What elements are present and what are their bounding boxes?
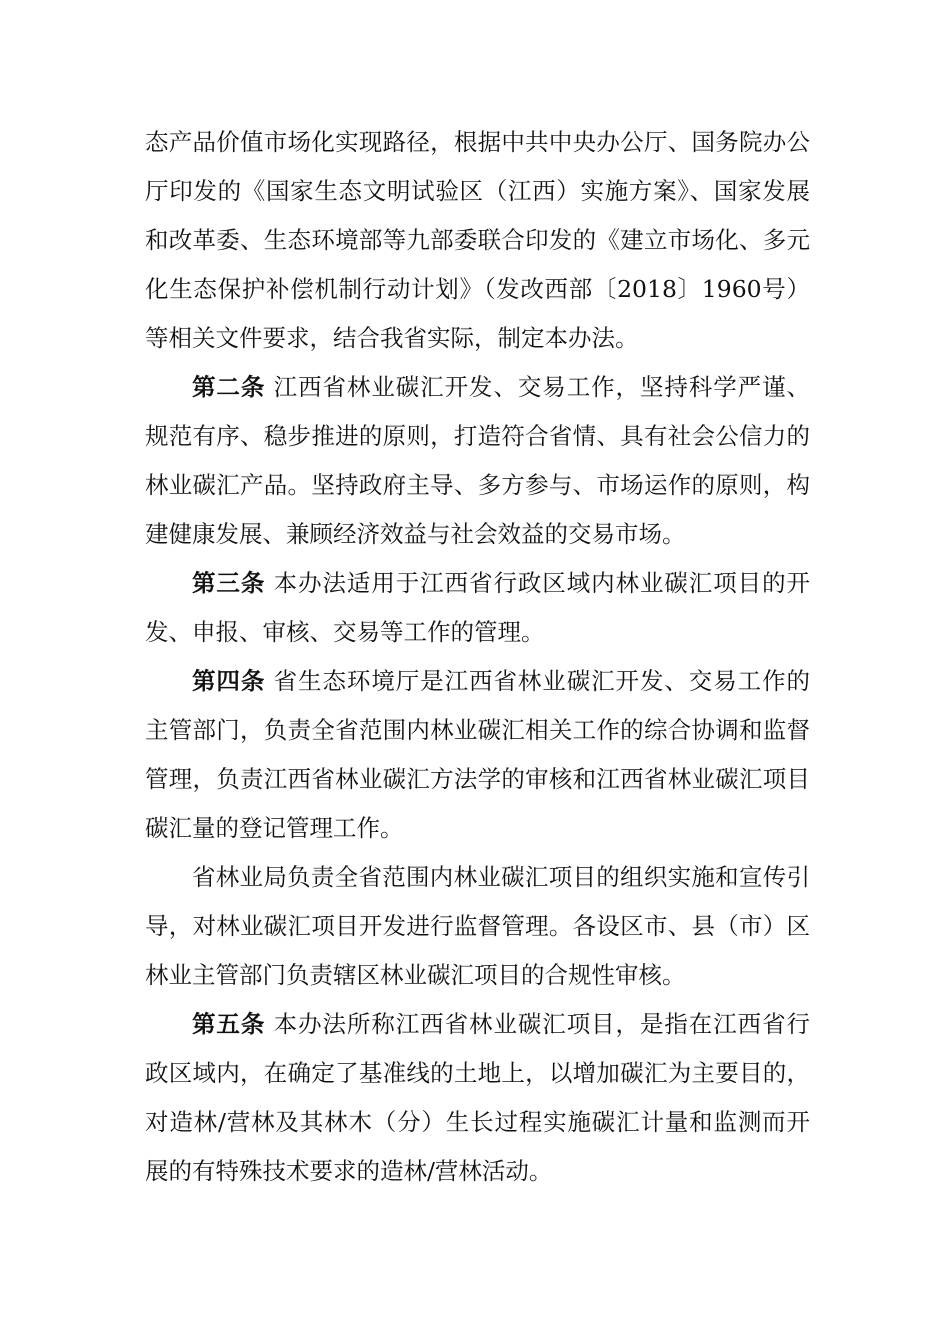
paragraph-text: 省林业局负责全省范围内林业碳汇项目的组织实施和宣传引导，对林业碳汇项目开发进行监督管理。各设区市、县（市）区林业主管部门负责辖区林业碳汇项目的合规性审核。: [145, 863, 810, 989]
article-number: 第二条: [192, 373, 266, 401]
paragraph-text: 省生态环境厅是江西省林业碳汇开发、交易工作的主管部门，负责全省范围内林业碳汇相关工作的综合协调和监督管理，负责江西省林业碳汇方法学的审核和江西省林业碳汇项目碳汇量的登记管理工作。: [145, 667, 810, 842]
article-number: 第四条: [192, 667, 266, 695]
article-number: 第五条: [192, 1010, 266, 1038]
paragraph-text: 江西省林业碳汇开发、交易工作，坚持科学严谨、规范有序、稳步推进的原则，打造符合省情、具有社会公信力的林业碳汇产品。坚持政府主导、多方参与、市场运作的原则，构建健康发展、兼顾经济效益与社会效益的交易市场。: [145, 373, 810, 548]
paragraph-text: 本办法适用于江西省行政区域内林业碳汇项目的开发、申报、审核、交易等工作的管理。: [145, 569, 810, 646]
paragraph-article-4: [145, 657, 810, 853]
paragraph-text: 态产品价值市场化实现路径，根据中共中央办公厅、国务院办公厅印发的《国家生态文明试验区（江西）实施方案》、国家发展和改革委、生态环境部等九部委联合印发的《建立市场化、多元化生态保护补偿机制行动计划》（发改西部〔2018〕1960号）等相关文件要求，结合我省实际，制定本办法。: [145, 128, 810, 352]
paragraph-article-5: [145, 1000, 810, 1196]
article-number: 第三条: [192, 569, 266, 597]
document-body: [145, 118, 810, 1196]
paragraph-article-4-continued: [145, 853, 810, 1000]
paragraph-intro-continuation: [145, 118, 810, 363]
paragraph-article-2: [145, 363, 810, 559]
paragraph-text: 本办法所称江西省林业碳汇项目，是指在江西省行政区域内，在确定了基准线的土地上，以增加碳汇为主要目的，对造林/营林及其林木（分）生长过程实施碳汇计量和监测而开展的有特殊技术要求的造林/营林活动。: [145, 1010, 810, 1185]
paragraph-article-3: [145, 559, 810, 657]
